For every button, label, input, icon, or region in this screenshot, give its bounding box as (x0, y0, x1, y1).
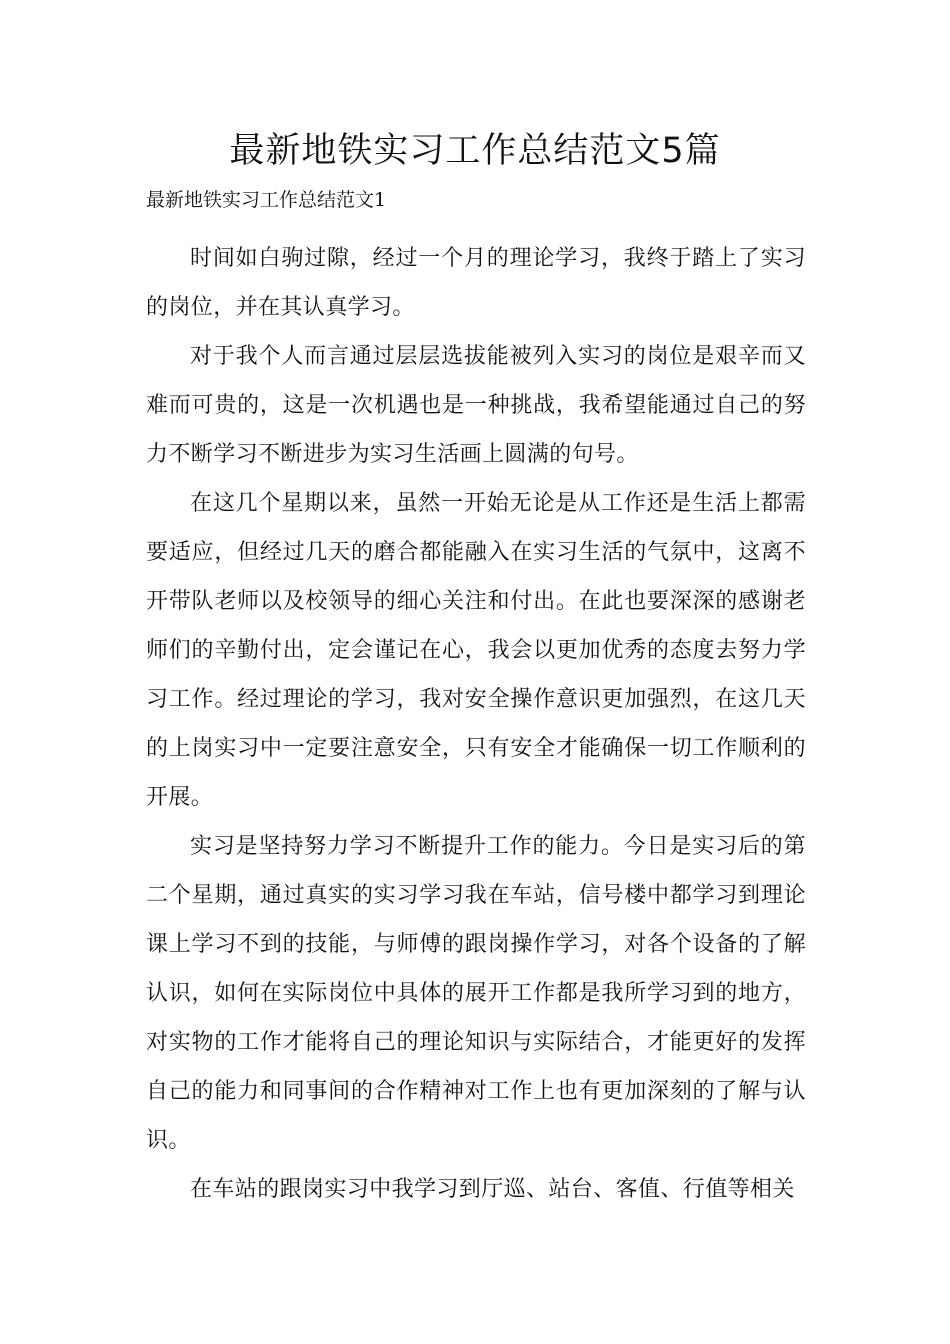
paragraph: 实习是坚持努力学习不断提升工作的能力。今日是实习后的第二个星期，通过真实的实习学习我在车站，信号楼中都学习到理论课上学习不到的技能，与师傅的跟岗操作学习，对各个设备的了解认识，如何在实际岗位中具体的展开工作都是我所学习到的地方，对实物的工作才能将自己的理论知识与实际结合，才能更好的发挥自己的能力和同事间的合作精神对工作上也有更加深刻的了解与认识。 (146, 834, 806, 1153)
paragraph: 时间如白驹过隙，经过一个月的理论学习，我终于踏上了实习的岗位，并在其认真学习。 (146, 246, 806, 320)
paragraph: 在这几个星期以来，虽然一开始无论是从工作还是生活上都需要适应，但经过几天的磨合都能融入在实习生活的气氛中，这离不开带队老师以及校领导的细心关注和付出。在此也要深深的感谢老师们的辛勤付出，定会谨记在心，我会以更加优秀的态度去努力学习工作。经过理论的学习，我对安全操作意识更加强烈，在这几天的上岗实习中一定要注意安全，只有安全才能确保一切工作顺利的开展。 (146, 491, 806, 810)
document-body (146, 234, 806, 1214)
section-heading: 最新地铁实习工作总结范文1 (146, 189, 387, 211)
paragraph: 对于我个人而言通过层层选拔能被列入实习的岗位是艰辛而又难而可贵的，这是一次机遇也是一种挑战，我希望能通过自己的努力不断学习不断进步为实习生活画上圆满的句号。 (146, 344, 806, 467)
document-title: 最新地铁实习工作总结范文5篇 (229, 131, 721, 171)
paragraph: 在车站的跟岗实习中我学习到厅巡、站台、客值、行值等相关 (190, 1177, 795, 1202)
